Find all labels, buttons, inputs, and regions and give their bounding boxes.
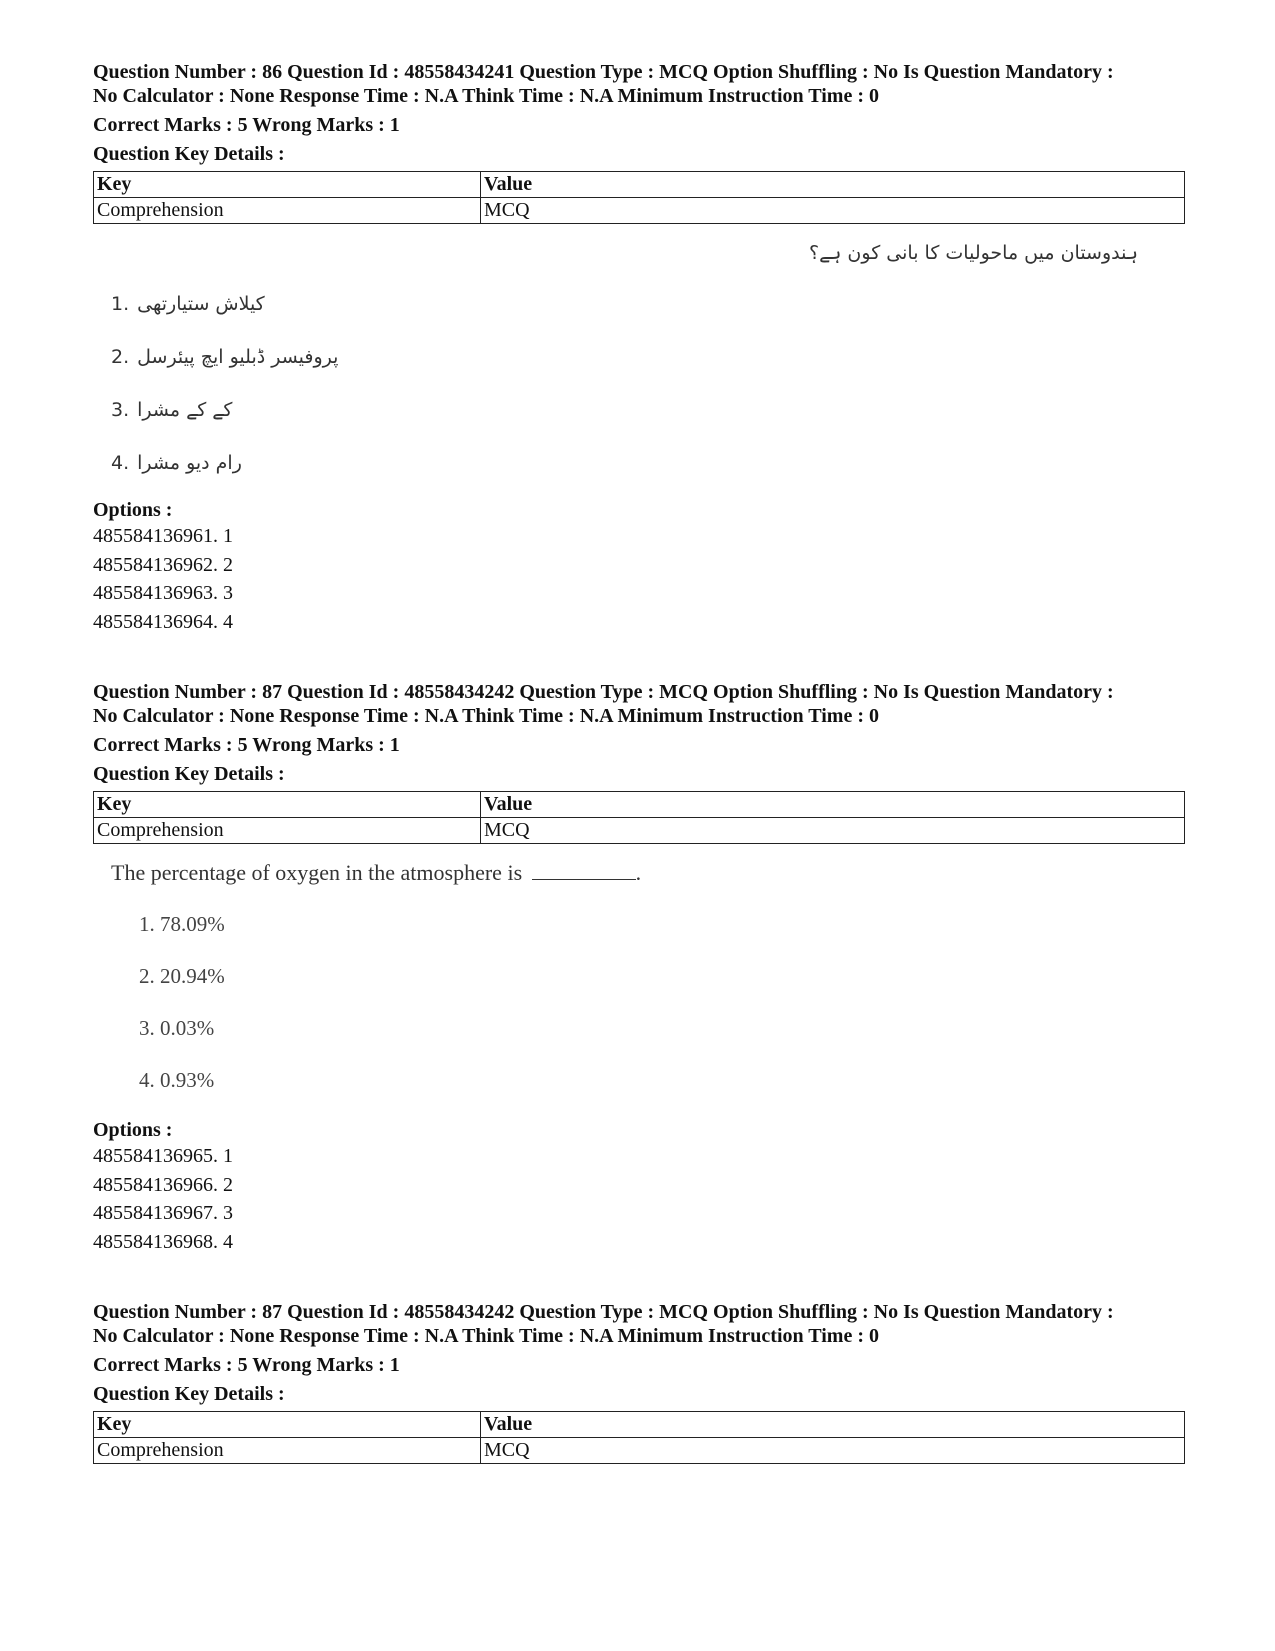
question-header-line-1: Question Number : 87 Question Id : 48558434242 Question Type : MCQ Option Shuffling : No Is Question Mandatory : — [93, 681, 1114, 703]
image-option-text: 0.93% — [160, 1068, 215, 1092]
option-line: 485584136966. 2 — [93, 1173, 233, 1196]
question-block-86 — [93, 60, 1183, 636]
image-option-1 — [139, 912, 225, 937]
image-option-4 — [111, 452, 242, 474]
image-option-number: 1. — [139, 912, 155, 936]
image-option-text: کیلاش ستیارتھی — [137, 293, 265, 315]
table-header-row — [94, 1412, 1185, 1438]
question-header-line-1: Question Number : 86 Question Id : 48558434241 Question Type : MCQ Option Shuffling : No Is Question Mandatory : — [93, 61, 1114, 83]
question-header — [93, 1300, 1183, 1348]
table-header-row — [94, 792, 1185, 818]
question-text: ہندوستان میں ماحولیات کا بانی کون ہے؟ — [809, 242, 1138, 264]
question-header — [93, 60, 1183, 108]
image-option-2 — [139, 964, 225, 989]
table-cell-value: MCQ — [481, 198, 1185, 224]
option-line: 485584136964. 4 — [93, 610, 233, 633]
table-header-value: Value — [481, 172, 1185, 198]
marks-line: Correct Marks : 5 Wrong Marks : 1 — [93, 734, 400, 756]
table-header-key: Key — [94, 172, 481, 198]
image-option-text: پروفیسر ڈبلیو ایچ پیئرسل — [137, 346, 339, 368]
image-option-number: 1. — [111, 293, 130, 315]
table-header-row — [94, 172, 1185, 198]
key-details-title: Question Key Details : — [93, 1383, 285, 1405]
table-header-value: Value — [481, 1412, 1185, 1438]
marks-line: Correct Marks : 5 Wrong Marks : 1 — [93, 1354, 400, 1376]
question-text: The percentage of oxygen in the atmosphere is — [111, 860, 523, 885]
image-option-text: 78.09% — [160, 912, 225, 936]
answer-blank — [532, 861, 636, 880]
table-cell-value: MCQ — [481, 818, 1185, 844]
image-option-number: 4. — [111, 452, 130, 474]
image-option-number: 2. — [139, 964, 155, 988]
image-option-number: 4. — [139, 1068, 155, 1092]
question-block-87 — [93, 680, 1183, 1256]
image-option-text: رام دیو مشرا — [137, 452, 242, 474]
image-option-2 — [111, 346, 338, 368]
option-line: 485584136963. 3 — [93, 582, 233, 604]
table-header-key: Key — [94, 1412, 481, 1438]
image-option-number: 3. — [139, 1016, 155, 1040]
image-option-3 — [111, 399, 232, 421]
option-line: 485584136967. 3 — [93, 1202, 233, 1224]
key-details-table — [93, 1411, 1185, 1464]
key-details-table — [93, 171, 1185, 224]
question-block-87-repeat — [93, 1300, 1183, 1464]
marks-line: Correct Marks : 5 Wrong Marks : 1 — [93, 114, 400, 136]
image-option-text: 20.94% — [160, 964, 225, 988]
options-title: Options : — [93, 499, 173, 521]
question-header-line-1: Question Number : 87 Question Id : 48558434242 Question Type : MCQ Option Shuffling : No Is Question Mandatory : — [93, 1301, 1114, 1323]
image-option-number: 3. — [111, 399, 130, 421]
key-details-title: Question Key Details : — [93, 763, 285, 785]
image-option-number: 2. — [111, 346, 130, 368]
table-row — [94, 818, 1185, 844]
question-image-urdu — [93, 228, 1183, 498]
question-header — [93, 680, 1183, 728]
image-option-4 — [139, 1068, 214, 1093]
options-title: Options : — [93, 1119, 173, 1141]
table-cell-key: Comprehension — [94, 818, 481, 844]
table-header-key: Key — [94, 792, 481, 818]
question-text-line — [111, 860, 641, 886]
table-row — [94, 1438, 1185, 1464]
option-line: 485584136965. 1 — [93, 1145, 233, 1167]
question-header-line-2: No Calculator : None Response Time : N.A Think Time : N.A Minimum Instruction Time : 0 — [93, 85, 879, 107]
question-header-line-2: No Calculator : None Response Time : N.A Think Time : N.A Minimum Instruction Time : 0 — [93, 705, 879, 727]
table-cell-key: Comprehension — [94, 1438, 481, 1464]
option-line: 485584136968. 4 — [93, 1230, 233, 1253]
question-image-english — [93, 850, 1183, 1118]
question-end: . — [635, 860, 642, 885]
image-option-text: کے کے مشرا — [137, 399, 233, 421]
key-details-title: Question Key Details : — [93, 143, 285, 165]
table-cell-key: Comprehension — [94, 198, 481, 224]
option-line: 485584136961. 1 — [93, 525, 233, 547]
question-header-line-2: No Calculator : None Response Time : N.A Think Time : N.A Minimum Instruction Time : 0 — [93, 1325, 879, 1347]
document-page — [93, 60, 1183, 1464]
option-line: 485584136962. 2 — [93, 553, 233, 576]
table-cell-value: MCQ — [481, 1438, 1185, 1464]
image-option-text: 0.03% — [160, 1016, 215, 1040]
table-row — [94, 198, 1185, 224]
image-option-3 — [139, 1016, 214, 1041]
image-option-1 — [111, 293, 265, 315]
table-header-value: Value — [481, 792, 1185, 818]
key-details-table — [93, 791, 1185, 844]
